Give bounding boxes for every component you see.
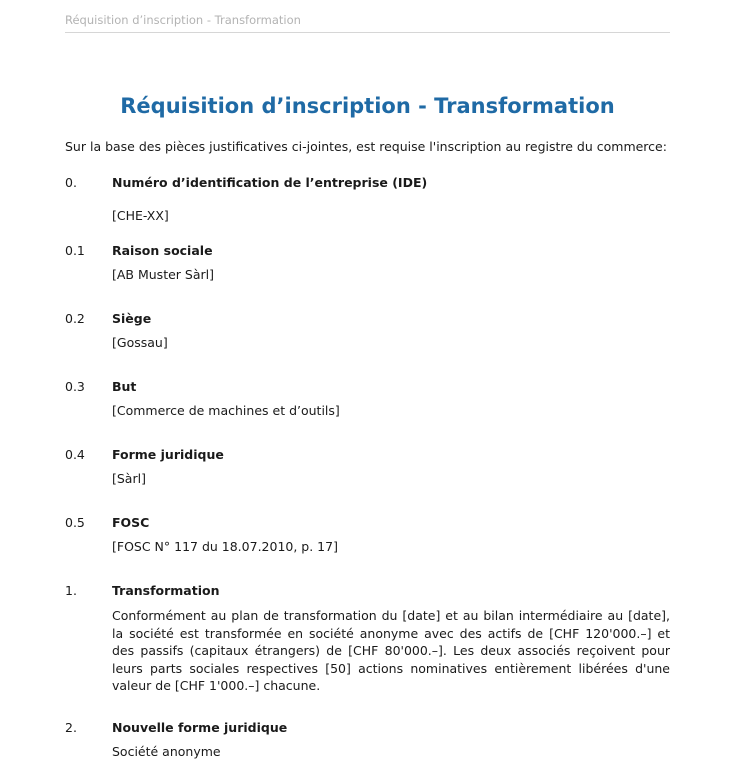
section-number: 0. <box>65 175 77 190</box>
section-heading: Numéro d’identification de l’entreprise (IDE) <box>112 175 428 190</box>
document-title: Réquisition d’inscription - Transformation <box>120 94 615 118</box>
section-heading: Raison sociale <box>112 243 213 258</box>
section-value: Société anonyme <box>112 744 221 759</box>
section-value: [FOSC N° 117 du 18.07.2010, p. 17] <box>112 539 338 554</box>
section-heading: Siège <box>112 311 152 326</box>
intro-paragraph: Sur la base des pièces justificatives ci-jointes, est requise l'inscription au registre du commerce: <box>65 139 667 154</box>
section-number: 0.3 <box>65 379 85 394</box>
section-heading: Transformation <box>112 583 220 598</box>
section-number: 0.1 <box>65 243 85 258</box>
section-value: [CHE-XX] <box>112 208 169 223</box>
section-heading: FOSC <box>112 515 150 530</box>
section-number: 1. <box>65 583 77 598</box>
section-number: 0.2 <box>65 311 85 326</box>
section-value: [AB Muster Sàrl] <box>112 267 214 282</box>
section-value: [Sàrl] <box>112 471 146 486</box>
running-header: Réquisition d’inscription - Transformation <box>65 13 670 33</box>
section-number: 0.5 <box>65 515 85 530</box>
section-value: [Commerce de machines et d’outils] <box>112 403 340 418</box>
section-heading: But <box>112 379 137 394</box>
section-value: [Gossau] <box>112 335 168 350</box>
section-heading: Nouvelle forme juridique <box>112 720 288 735</box>
section-paragraph: Conformément au plan de transformation du [date] et au bilan intermédiaire au [date], la société est transformée en société anonyme avec des actifs de [CHF 120'000.–] et des passifs (capitaux étrangers) de [CHF 80'000.–]. Les deux associés reçoivent pour leurs parts sociales respectives [50] actions nominatives entièrement libérées d'une valeur de [CHF 1'000.–] chacune. <box>112 608 670 693</box>
section-number: 2. <box>65 720 77 735</box>
section-heading: Forme juridique <box>112 447 224 462</box>
section-number: 0.4 <box>65 447 85 462</box>
